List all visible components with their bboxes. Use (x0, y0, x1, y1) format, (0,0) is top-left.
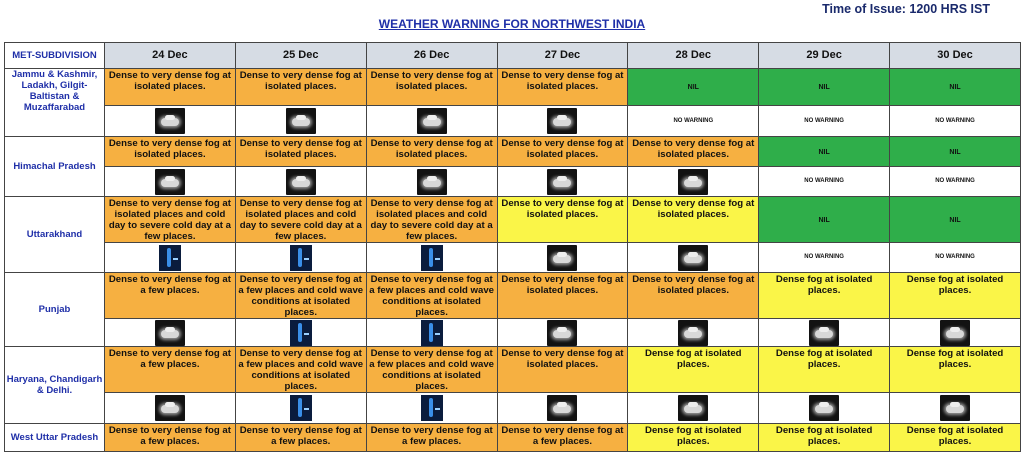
warning-text: NIL (818, 84, 830, 91)
no-warning-label: NO WARNING (759, 106, 890, 137)
warning-text: Dense to very dense fog at isolated places. (370, 70, 493, 92)
day-header: 25 Dec (235, 43, 366, 69)
warning-cell (105, 424, 236, 452)
icon-cell (105, 319, 236, 347)
warning-text: Dense to very dense fog at isolated places. (501, 274, 624, 296)
icon-cell (497, 167, 628, 197)
warning-cell (628, 137, 759, 167)
warning-text: NIL (687, 84, 699, 91)
warning-cell (497, 424, 628, 452)
cold-wave-icon (290, 320, 312, 346)
warning-text: NIL (949, 148, 961, 156)
warning-cell (366, 273, 497, 319)
warning-text: Dense to very dense fog at isolated places. (108, 138, 231, 160)
icon-cell (105, 106, 236, 137)
fog-icon (547, 320, 577, 346)
warning-cell (366, 197, 497, 243)
day-header: 29 Dec (759, 43, 890, 69)
warning-text: Dense to very dense fog at a few places. (108, 425, 231, 447)
warning-cell (235, 197, 366, 243)
fog-icon (547, 169, 577, 195)
icon-cell (235, 243, 366, 273)
warning-text: Dense to very dense fog at isolated places and cold day to severe cold day at a few places. (108, 198, 231, 242)
warning-text: Dense fog at isolated places. (645, 425, 742, 447)
fog-icon (155, 395, 185, 421)
icon-cell (235, 319, 366, 347)
page-title: WEATHER WARNING FOR NORTHWEST INDIA (378, 17, 646, 31)
fog-icon (417, 169, 447, 195)
icon-cell (759, 393, 890, 424)
no-warning-label: NO WARNING (890, 243, 1021, 273)
warning-cell (497, 347, 628, 393)
warning-cell (105, 347, 236, 393)
warning-table (4, 42, 1021, 452)
icon-cell (235, 106, 366, 137)
table-row-icons (5, 393, 1021, 424)
warning-cell (759, 69, 890, 106)
warning-text: Dense to very dense fog at a few places and cold wave conditions at isolated places. (369, 348, 494, 392)
icon-cell (366, 319, 497, 347)
cold-day-icon (159, 245, 181, 271)
warning-cell (366, 137, 497, 167)
warning-cell (105, 137, 236, 167)
table-row-icons (5, 106, 1021, 137)
warning-cell (235, 69, 366, 106)
warning-cell (497, 69, 628, 106)
warning-text: NIL (949, 216, 961, 224)
warning-cell (759, 347, 890, 393)
warning-cell (497, 197, 628, 243)
warning-text: Dense fog at isolated places. (775, 348, 873, 370)
icon-cell (497, 243, 628, 273)
warning-cell (105, 69, 236, 106)
fog-icon (678, 395, 708, 421)
no-warning-label: NO WARNING (890, 106, 1021, 137)
warning-cell (759, 197, 890, 243)
subdivision-name: West Uttar Pradesh (5, 424, 105, 452)
warning-text: Dense to very dense fog at a few places. (501, 425, 624, 447)
day-header: 24 Dec (105, 43, 236, 69)
warning-text: Dense fog at isolated places. (906, 274, 1004, 296)
icon-cell (366, 167, 497, 197)
no-warning-label: NO WARNING (759, 243, 890, 273)
warning-cell (235, 137, 366, 167)
warning-cell (105, 273, 236, 319)
icon-cell (890, 393, 1021, 424)
warning-cell (890, 424, 1021, 452)
cold-wave-icon (421, 320, 443, 346)
warning-text: Dense to very dense fog at isolated places and cold day to severe cold day at a few places. (239, 198, 362, 242)
warning-cell (366, 69, 497, 106)
warning-cell (628, 273, 759, 319)
day-header: 30 Dec (890, 43, 1021, 69)
day-header: 27 Dec (497, 43, 628, 69)
warning-cell (759, 273, 890, 319)
warning-text: Dense to very dense fog at a few places. (239, 425, 362, 447)
fog-icon (417, 108, 447, 134)
fog-icon (940, 395, 970, 421)
fog-icon (809, 395, 839, 421)
table-row (5, 347, 1021, 393)
fog-icon (286, 169, 316, 195)
warning-text: Dense to very dense fog at isolated places. (632, 274, 755, 296)
fog-icon (678, 245, 708, 271)
icon-cell (759, 319, 890, 347)
warning-cell (759, 137, 890, 167)
warning-text: Dense to very dense fog at isolated places. (501, 138, 624, 160)
table-row (5, 424, 1021, 452)
warning-text: Dense to very dense fog at isolated places. (501, 348, 624, 370)
fog-icon (155, 108, 185, 134)
table-row (5, 197, 1021, 243)
day-header: 28 Dec (628, 43, 759, 69)
warning-cell (628, 424, 759, 452)
warning-text: Dense to very dense fog at isolated places. (108, 70, 231, 92)
warning-cell (105, 197, 236, 243)
icon-cell (366, 393, 497, 424)
warning-cell (235, 424, 366, 452)
no-warning-label: NO WARNING (628, 106, 759, 137)
cold-day-icon (421, 245, 443, 271)
fog-icon (678, 169, 708, 195)
warning-text: Dense to very dense fog at a few places. (108, 348, 231, 370)
fog-icon (155, 169, 185, 195)
cold-day-icon (290, 245, 312, 271)
no-warning-label: NO WARNING (759, 167, 890, 197)
warning-cell (235, 347, 366, 393)
icon-cell (105, 243, 236, 273)
warning-cell (628, 197, 759, 243)
table-row (5, 69, 1021, 106)
icon-cell (628, 167, 759, 197)
warning-text: Dense to very dense fog at a few places. (108, 274, 231, 296)
warning-text: Dense to very dense fog at isolated places. (632, 138, 755, 160)
cold-wave-icon (290, 395, 312, 421)
fog-icon (940, 320, 970, 346)
subdivision-name: Haryana, Chandigarh & Delhi. (5, 347, 105, 424)
warning-cell (366, 424, 497, 452)
fog-icon (547, 245, 577, 271)
warning-text: Dense to very dense fog at a few places and cold wave conditions at isolated places. (238, 274, 364, 318)
fog-icon (678, 320, 708, 346)
warning-cell (890, 273, 1021, 319)
warning-text: NIL (818, 148, 830, 156)
table-header-row (5, 43, 1021, 69)
icon-cell (366, 243, 497, 273)
subdivision-name: Punjab (5, 273, 105, 347)
warning-cell (235, 273, 366, 319)
warning-cell (497, 273, 628, 319)
warning-text: Dense fog at isolated places. (645, 348, 742, 370)
warning-text: Dense to very dense fog at isolated places. (501, 198, 624, 220)
warning-text: Dense fog at isolated places. (775, 274, 873, 296)
warning-text: Dense fog at isolated places. (906, 348, 1004, 370)
warning-text: Dense to very dense fog at isolated places. (370, 138, 493, 160)
warning-text: NIL (818, 216, 830, 224)
icon-cell (497, 319, 628, 347)
icon-cell (628, 243, 759, 273)
icon-cell (235, 167, 366, 197)
warning-text: NIL (949, 84, 961, 91)
fog-icon (547, 395, 577, 421)
warning-text: Dense to very dense fog at isolated places. (632, 198, 755, 220)
icon-cell (235, 393, 366, 424)
table-row-icons (5, 319, 1021, 347)
warning-cell (890, 69, 1021, 106)
warning-cell (890, 137, 1021, 167)
warning-text: Dense to very dense fog at a few places and cold wave conditions at isolated places. (238, 348, 364, 392)
warning-text: Dense to very dense fog at a few places and cold wave conditions at isolated places. (369, 274, 494, 318)
time-of-issue: Time of Issue: 1200 HRS IST (822, 2, 990, 16)
icon-cell (105, 393, 236, 424)
subdivision-header: MET-SUBDIVISION (5, 43, 105, 69)
fog-icon (286, 108, 316, 134)
warning-cell (628, 347, 759, 393)
warning-text: Dense fog at isolated places. (906, 425, 1004, 447)
warning-text: Dense to very dense fog at isolated places. (239, 138, 362, 160)
warning-cell (890, 197, 1021, 243)
warning-cell (759, 424, 890, 452)
fog-icon (809, 320, 839, 346)
no-warning-label: NO WARNING (890, 167, 1021, 197)
table-row-icons (5, 167, 1021, 197)
warning-cell (497, 137, 628, 167)
icon-cell (628, 319, 759, 347)
warning-cell (890, 347, 1021, 393)
icon-cell (628, 393, 759, 424)
fog-icon (155, 320, 185, 346)
day-header: 26 Dec (366, 43, 497, 69)
warning-text: Dense fog at isolated places. (775, 425, 873, 447)
icon-cell (890, 319, 1021, 347)
warning-text: Dense to very dense fog at isolated places and cold day to severe cold day at a few places. (370, 198, 493, 242)
subdivision-name: Jammu & Kashmir, Ladakh, Gilgit-Baltistan & Muzaffarabad (5, 69, 105, 137)
warning-text: Dense to very dense fog at isolated places. (501, 70, 624, 92)
fog-icon (547, 108, 577, 134)
icon-cell (105, 167, 236, 197)
icon-cell (497, 106, 628, 137)
subdivision-name: Himachal Pradesh (5, 137, 105, 197)
table-row (5, 273, 1021, 319)
warning-cell (366, 347, 497, 393)
warning-text: Dense to very dense fog at a few places. (370, 425, 493, 447)
icon-cell (366, 106, 497, 137)
table-row-icons (5, 243, 1021, 273)
warning-text: Dense to very dense fog at isolated places. (239, 70, 362, 92)
warning-cell (628, 69, 759, 106)
subdivision-name: Uttarakhand (5, 197, 105, 273)
table-row (5, 137, 1021, 167)
icon-cell (497, 393, 628, 424)
cold-wave-icon (421, 395, 443, 421)
